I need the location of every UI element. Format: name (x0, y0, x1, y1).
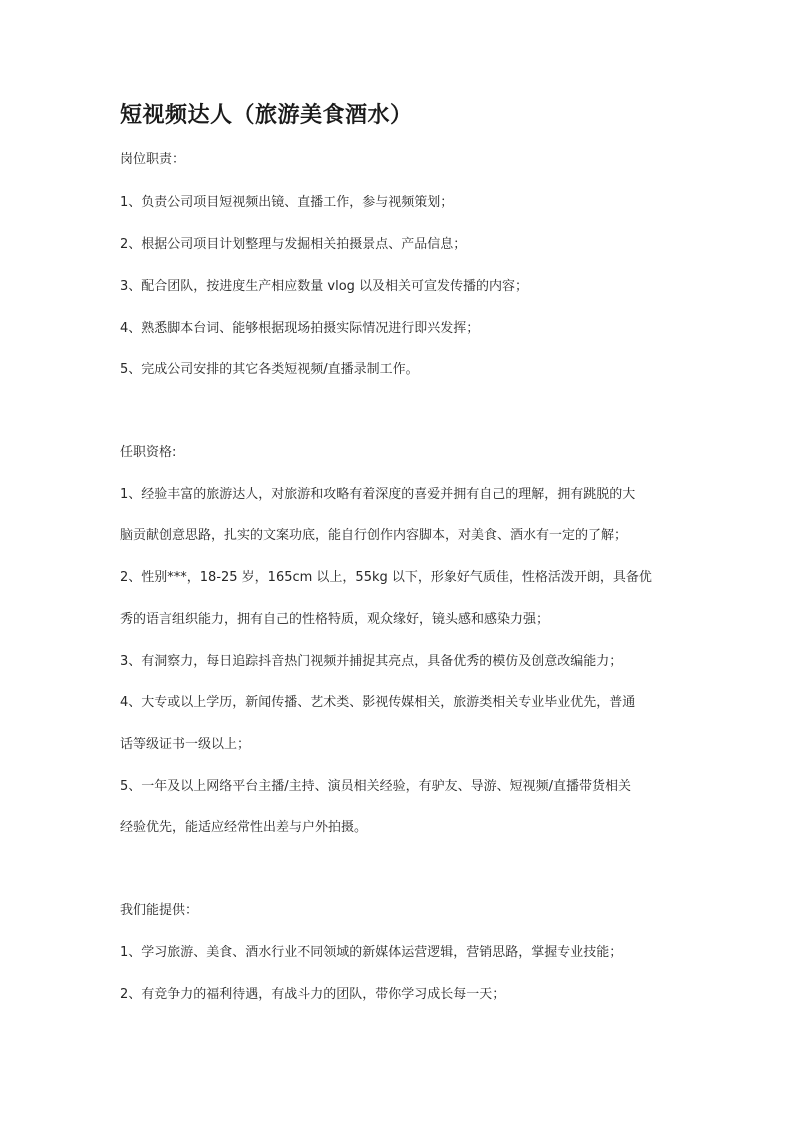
duty-item: 1、负责公司项目短视频出镜、直播工作，参与视频策划； (120, 195, 454, 210)
qualification-line: 话等级证书一级以上； (120, 737, 251, 752)
qualification-line: 5、一年及以上网络平台主播/主持、演员相关经验，有驴友、导游、短视频/直播带货相关 (120, 779, 632, 794)
offer-item: 1、学习旅游、美食、酒水行业不同领域的新媒体运营逻辑，营销思路，掌握专业技能； (120, 945, 623, 960)
job-title: 短视频达人（旅游美食酒水） (120, 103, 413, 128)
duty-item: 4、熟悉脚本台词、能够根据现场拍摄实际情况进行即兴发挥； (120, 321, 480, 336)
duty-item: 2、根据公司项目计划整理与发掘相关拍摄景点、产品信息； (120, 237, 467, 252)
duty-item: 5、完成公司安排的其它各类短视频/直播录制工作。 (120, 362, 419, 377)
qualification-line: 3、有洞察力，每日追踪抖音热门视频并捕捉其亮点，具备优秀的模仿及创意改编能力； (120, 654, 623, 669)
qualifications-heading: 任职资格: (120, 445, 177, 460)
offer-item: 2、有竞争力的福利待遇，有战斗力的团队，带你学习成长每一天； (120, 987, 506, 1002)
qualification-line: 4、大专或以上学历，新闻传播、艺术类、影视传媒相关，旅游类相关专业毕业优先，普通 (120, 695, 636, 710)
qualification-line: 脑贡献创意思路，扎实的文案功底，能自行创作内容脚本，对美食、酒水有一定的了解； (120, 528, 628, 543)
qualification-line: 经验优先，能适应经常性出差与户外拍摄。 (120, 820, 368, 835)
qualification-line: 秀的语言组织能力，拥有自己的性格特质，观众缘好，镜头感和感染力强； (120, 612, 550, 627)
qualification-line: 1、经验丰富的旅游达人，对旅游和攻略有着深度的喜爱并拥有自己的理解，拥有跳脱的大 (120, 487, 636, 502)
duties-heading: 岗位职责： (120, 152, 186, 167)
duty-item: 3、配合团队，按进度生产相应数量 vlog 以及相关可宣发传播的内容； (120, 279, 529, 294)
qualification-line: 2、性别***，18-25 岁，165cm 以上，55kg 以下，形象好气质佳，性格活泼开朗，具备优 (120, 570, 652, 585)
offers-heading: 我们能提供： (120, 903, 199, 918)
